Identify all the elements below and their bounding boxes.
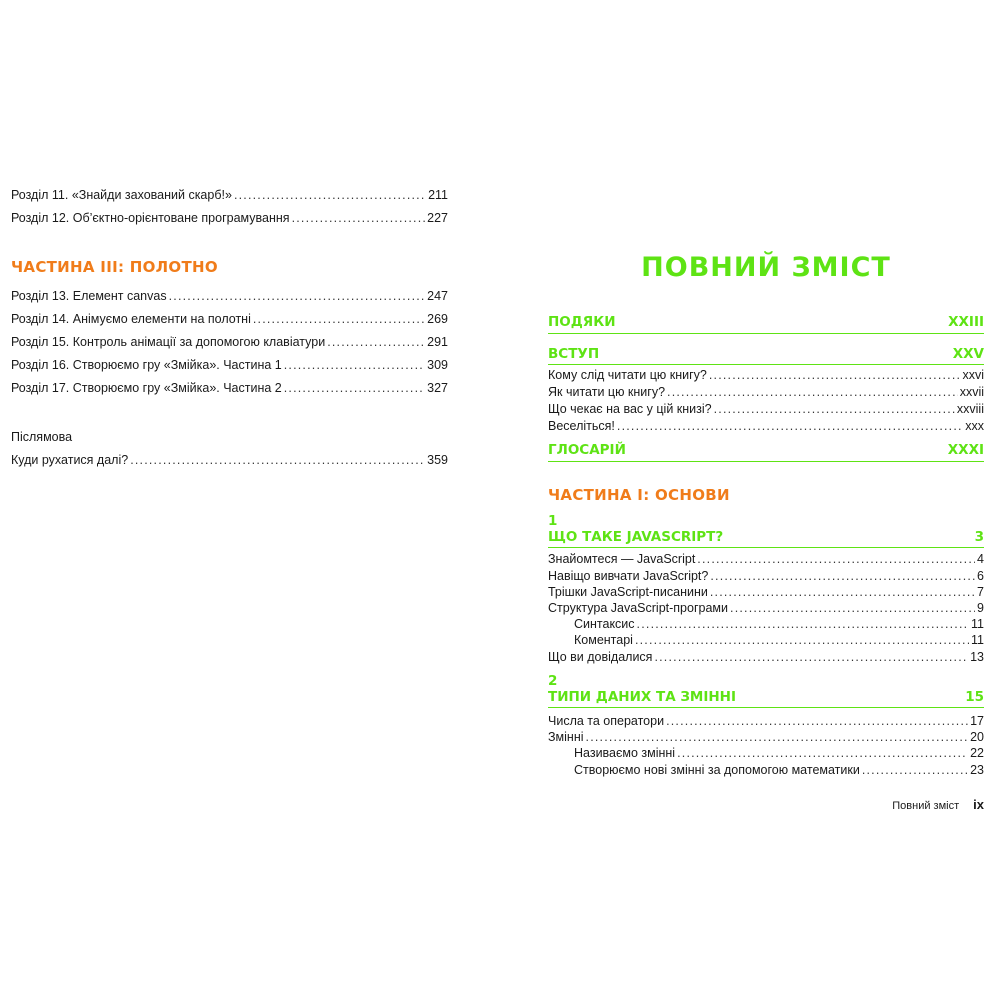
entry-title: Розділ 13. Елемент canvas <box>11 289 167 303</box>
entry-page: 291 <box>427 335 448 349</box>
entry-page: 309 <box>427 358 448 372</box>
afterword-heading: Післямова <box>11 430 73 444</box>
toc-entry[interactable] <box>11 187 448 203</box>
dot-leader <box>862 762 968 778</box>
dot-leader <box>667 384 958 400</box>
dot-leader <box>292 210 426 226</box>
entry-page: xxviii <box>956 402 984 416</box>
footer-label: Повний зміст <box>892 800 960 812</box>
entry-page: 269 <box>427 312 448 326</box>
entry-title: Називаємо змінні <box>574 746 676 760</box>
dot-leader <box>637 616 969 632</box>
toc-entry[interactable] <box>548 729 984 745</box>
entry-page: 247 <box>427 289 448 303</box>
toc-subentry[interactable] <box>548 616 984 632</box>
entry-title: Як читати цю книгу? <box>548 385 666 399</box>
toc-entry[interactable] <box>548 568 984 584</box>
toc-subentry[interactable] <box>548 762 984 778</box>
dot-leader <box>635 632 969 648</box>
entry-title: Кому слід читати цю книгу? <box>548 368 707 382</box>
dot-leader <box>677 745 968 761</box>
entry-title: Куди рухатися далі? <box>11 453 129 467</box>
toc-entry[interactable] <box>548 600 984 616</box>
entry-title: Змінні <box>548 730 584 744</box>
entry-title: Що ви довідалися <box>548 650 653 664</box>
dot-leader <box>730 600 975 616</box>
chapter-number: 2 <box>548 673 558 689</box>
chapter-heading[interactable] <box>548 689 984 705</box>
dot-leader <box>586 729 969 745</box>
section-title: ПОДЯКИ <box>548 314 616 330</box>
footer-page-number: ix <box>973 797 984 812</box>
entry-page: 22 <box>970 746 984 760</box>
entry-title: Розділ 15. Контроль анімації за допомогою клавіатури <box>11 335 326 349</box>
toc-entry[interactable] <box>11 311 448 327</box>
dot-leader <box>709 367 961 383</box>
entry-page: 11 <box>971 633 984 647</box>
toc-entry[interactable] <box>548 649 984 665</box>
entry-page: 211 <box>428 188 448 202</box>
dot-leader <box>130 452 425 468</box>
toc-subentry[interactable] <box>548 745 984 761</box>
section-intro[interactable] <box>548 346 984 362</box>
toc-entry[interactable] <box>11 210 448 226</box>
dot-leader <box>710 584 975 600</box>
dot-leader <box>234 187 426 203</box>
entry-title: Навіщо вивчати JavaScript? <box>548 569 709 583</box>
entry-title: Структура JavaScript-програми <box>548 601 729 615</box>
entry-page: 227 <box>427 211 448 225</box>
section-title: ГЛОСАРІЙ <box>548 442 626 458</box>
section-title: ВСТУП <box>548 346 600 362</box>
toc-entry[interactable] <box>11 452 448 468</box>
toc-entry[interactable] <box>548 418 984 434</box>
section-divider <box>548 364 984 365</box>
entry-page: 20 <box>970 730 984 744</box>
dot-leader <box>697 551 975 567</box>
toc-entry[interactable] <box>11 357 448 373</box>
toc-entry[interactable] <box>11 288 448 304</box>
dot-leader <box>169 288 426 304</box>
page-title: ПОВНИЙ ЗМІСТ <box>641 252 891 283</box>
chapter-page: 3 <box>974 529 984 545</box>
entry-page: 4 <box>977 552 984 566</box>
dot-leader <box>284 380 425 396</box>
entry-title: Створюємо нові змінні за допомогою математики <box>574 763 860 777</box>
dot-leader <box>714 401 955 417</box>
section-divider <box>548 707 984 708</box>
section-page: XXXI <box>947 442 984 458</box>
entry-page: xxvii <box>959 385 984 399</box>
entry-page: 9 <box>977 601 984 615</box>
section-page: XXIII <box>948 314 984 330</box>
dot-leader <box>253 311 425 327</box>
toc-entry[interactable] <box>11 334 448 350</box>
entry-page: xxvi <box>962 368 984 382</box>
entry-title: Розділ 17. Створюємо гру «Змійка». Частина 2 <box>11 381 282 395</box>
entry-title: Розділ 14. Анімуємо елементи на полотні <box>11 312 251 326</box>
entry-title: Синтаксис <box>574 617 635 631</box>
part-heading: ЧАСТИНА I: ОСНОВИ <box>548 486 730 504</box>
chapter-page: 15 <box>965 689 984 705</box>
dot-leader <box>654 649 968 665</box>
entry-page: xxx <box>965 419 984 433</box>
page-footer <box>892 797 984 812</box>
chapter-title: ЩО ТАКЕ JAVASCRIPT? <box>548 529 724 545</box>
entry-page: 11 <box>971 617 984 631</box>
chapter-title: ТИПИ ДАНИХ ТА ЗМІННІ <box>548 689 737 705</box>
toc-entry[interactable] <box>11 380 448 396</box>
entry-title: Розділ 11. «Знайди захований скарб!» <box>11 188 232 202</box>
toc-entry[interactable] <box>548 367 984 383</box>
entry-title: Що чекає на вас у цій книзі? <box>548 402 712 416</box>
toc-entry[interactable] <box>548 401 984 417</box>
entry-title: Знайомтеся — JavaScript <box>548 552 696 566</box>
section-page: XXV <box>952 346 984 362</box>
section-acknowledgements[interactable] <box>548 314 984 330</box>
chapter-heading[interactable] <box>548 529 984 545</box>
section-divider <box>548 547 984 548</box>
toc-subentry[interactable] <box>548 632 984 648</box>
dot-leader <box>327 334 425 350</box>
dot-leader <box>666 713 968 729</box>
section-divider <box>548 333 984 334</box>
entry-title: Розділ 16. Створюємо гру «Змійка». Частина 1 <box>11 358 282 372</box>
entry-page: 23 <box>970 763 984 777</box>
entry-title: Розділ 12. Об’єктно-орієнтоване програмування <box>11 211 290 225</box>
toc-entry[interactable] <box>548 384 984 400</box>
entry-page: 13 <box>970 650 984 664</box>
entry-title: Веселіться! <box>548 419 615 433</box>
toc-entry[interactable] <box>548 551 984 567</box>
entry-page: 6 <box>977 569 984 583</box>
toc-entry[interactable] <box>548 713 984 729</box>
dot-leader <box>710 568 975 584</box>
section-glossary[interactable] <box>548 442 984 458</box>
entry-page: 17 <box>970 714 984 728</box>
entry-title: Трішки JavaScript-писанини <box>548 585 708 599</box>
entry-page: 327 <box>427 381 448 395</box>
toc-entry[interactable] <box>548 584 984 600</box>
entry-page: 7 <box>977 585 984 599</box>
entry-title: Числа та оператори <box>548 714 665 728</box>
part-heading: ЧАСТИНА III: ПОЛОТНО <box>11 258 218 276</box>
section-divider <box>548 461 984 462</box>
chapter-number: 1 <box>548 513 558 529</box>
entry-title: Коментарі <box>574 633 633 647</box>
dot-leader <box>284 357 425 373</box>
dot-leader <box>617 418 963 434</box>
entry-page: 359 <box>427 453 448 467</box>
